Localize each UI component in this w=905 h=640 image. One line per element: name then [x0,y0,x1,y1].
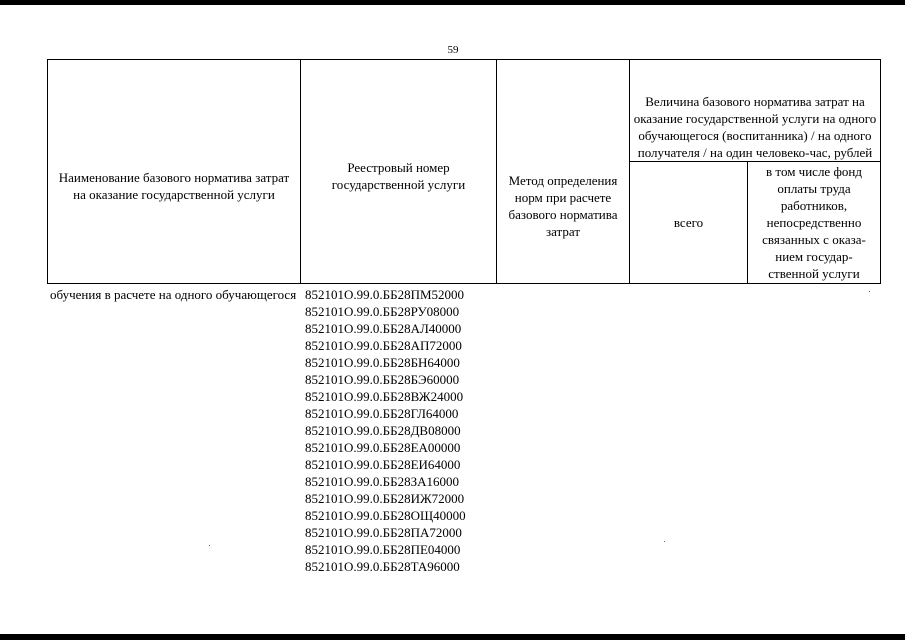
norm-table [47,59,881,284]
registry-code: 852101О.99.0.ББ28ПЕ04000 [305,542,461,557]
registry-code: 852101О.99.0.ББ28ВЖ24000 [305,389,464,404]
registry-code: 852101О.99.0.ББ28РУ08000 [305,304,460,319]
header-total: всего [630,162,748,284]
header-registry-number: Реестровый номер государственной услуги [301,60,497,284]
registry-code: 852101О.99.0.ББ28ПА72000 [305,525,462,540]
registry-code: 852101О.99.0.ББ28ОЩ40000 [305,508,466,523]
scan-speck [869,291,870,292]
registry-code: 852101О.99.0.ББ28ЗА16000 [305,474,459,489]
scan-speck [664,541,665,542]
registry-code: 852101О.99.0.ББ28ИЖ72000 [305,491,465,506]
scan-speck [209,545,210,546]
registry-code: 852101О.99.0.ББ28БН64000 [305,355,460,370]
header-cost-norm-name: Наименование базового норматива затрат на оказание государственной услуги [48,60,301,284]
header-cost-norm-value: Величина базового норматива затрат на оказание государственной услуги на одного обучающегося (воспитанника) / на одного получателя / на один человеко-час, рублей [630,60,881,162]
registry-code: 852101О.99.0.ББ28ПМ52000 [305,287,465,302]
header-wage-fund: в том числе фонд оплаты труда работников, непосредственно связанных с оказа-нием государ-ственной услуги [748,162,881,284]
registry-code: 852101О.99.0.ББ28ГЛ64000 [305,406,459,421]
header-method: Метод определения норм при расчете базового норматива затрат [497,60,630,284]
registry-code-list [305,286,501,575]
registry-code: 852101О.99.0.ББ28АЛ40000 [305,321,462,336]
service-name-cell: обучения в расчете на одного обучающегося [50,287,297,302]
page-number: 59 [447,44,459,56]
scan-bottom-edge [0,634,905,640]
registry-code: 852101О.99.0.ББ28ЕА00000 [305,440,461,455]
table-header-row [48,60,881,162]
registry-code: 852101О.99.0.ББ28БЭ60000 [305,372,460,387]
registry-code: 852101О.99.0.ББ28ЕИ64000 [305,457,461,472]
scan-top-edge [0,0,905,5]
registry-code: 852101О.99.0.ББ28ДВ08000 [305,423,461,438]
registry-code: 852101О.99.0.ББ28ТА96000 [305,559,460,574]
registry-code: 852101О.99.0.ББ28АП72000 [305,338,462,353]
